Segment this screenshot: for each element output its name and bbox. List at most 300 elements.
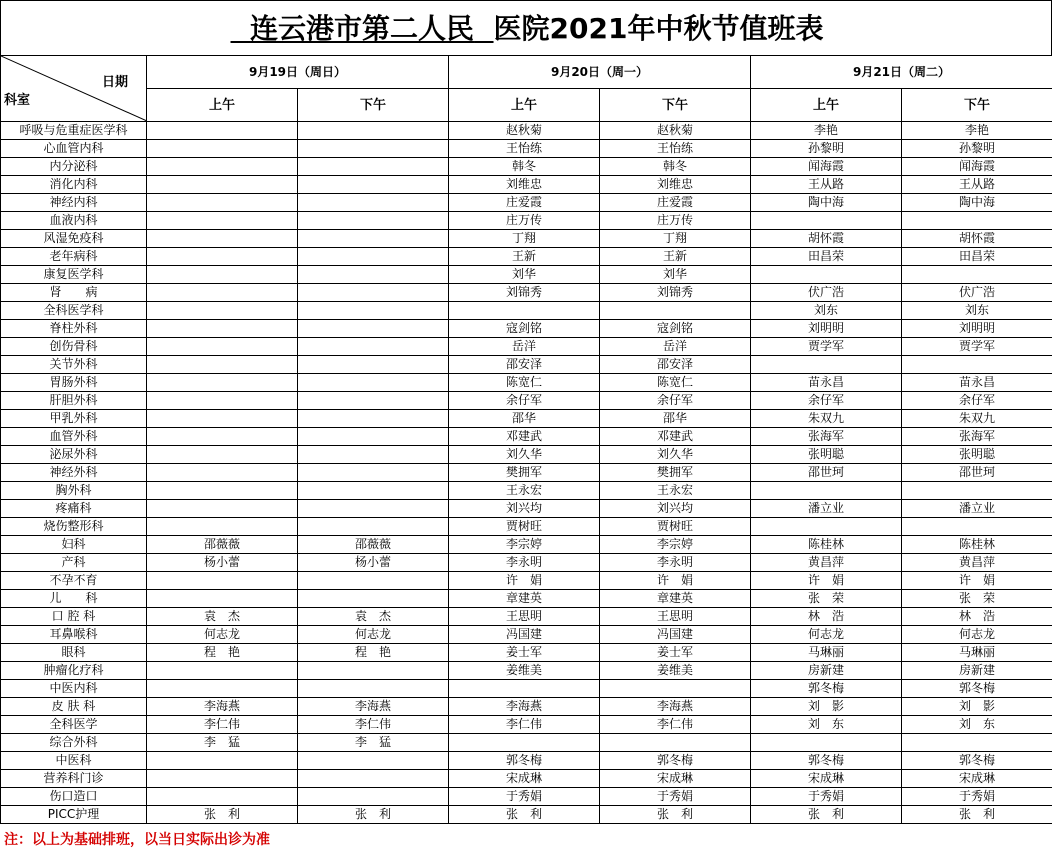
duty-cell (298, 122, 449, 140)
duty-cell (147, 770, 298, 788)
shift-header: 下午 (298, 89, 449, 122)
duty-cell: 许 娟 (902, 572, 1052, 590)
duty-cell: 庄万传 (449, 212, 600, 230)
shift-header-row (1, 89, 1052, 122)
department-cell: 胃肠外科 (1, 374, 147, 392)
duty-cell: 李海燕 (298, 698, 449, 716)
duty-cell: 邓建武 (449, 428, 600, 446)
duty-cell: 刘华 (600, 266, 751, 284)
duty-cell (298, 266, 449, 284)
duty-cell: 朱双九 (902, 410, 1052, 428)
duty-cell: 程 艳 (147, 644, 298, 662)
duty-cell (147, 446, 298, 464)
duty-cell: 黄昌萍 (751, 554, 902, 572)
duty-cell: 樊拥军 (600, 464, 751, 482)
duty-cell (147, 194, 298, 212)
duty-cell: 庄万传 (600, 212, 751, 230)
duty-cell: 王怡练 (449, 140, 600, 158)
duty-cell: 张 利 (298, 806, 449, 824)
department-cell: 全科医学科 (1, 302, 147, 320)
duty-cell: 孙黎明 (751, 140, 902, 158)
duty-cell (298, 284, 449, 302)
duty-cell (298, 428, 449, 446)
duty-cell: 郭冬梅 (902, 680, 1052, 698)
duty-cell (298, 446, 449, 464)
duty-cell: 宋成琳 (600, 770, 751, 788)
duty-cell: 王思明 (449, 608, 600, 626)
duty-cell: 王永宏 (449, 482, 600, 500)
duty-cell: 李宗婷 (600, 536, 751, 554)
duty-cell: 王新 (600, 248, 751, 266)
table-row (1, 338, 1052, 356)
page-title (1, 9, 1052, 49)
department-cell: 不孕不育 (1, 572, 147, 590)
duty-cell (147, 302, 298, 320)
duty-cell (147, 374, 298, 392)
duty-cell: 邵薇薇 (298, 536, 449, 554)
table-row (1, 122, 1052, 140)
shift-header: 上午 (449, 89, 600, 122)
duty-cell: 姜维美 (600, 662, 751, 680)
department-cell: 消化内科 (1, 176, 147, 194)
duty-cell: 邵薇薇 (147, 536, 298, 554)
duty-cell (147, 284, 298, 302)
title-row (0, 0, 1052, 56)
duty-cell: 李海燕 (600, 698, 751, 716)
duty-cell: 赵秋菊 (600, 122, 751, 140)
duty-cell: 王从路 (902, 176, 1052, 194)
duty-cell: 刘 影 (751, 698, 902, 716)
duty-cell: 田昌荣 (751, 248, 902, 266)
table-row (1, 212, 1052, 230)
duty-cell: 潘立业 (751, 500, 902, 518)
duty-cell (147, 590, 298, 608)
duty-cell (751, 266, 902, 284)
duty-cell (600, 680, 751, 698)
department-cell: 妇科 (1, 536, 147, 554)
department-cell: 血管外科 (1, 428, 147, 446)
table-row (1, 644, 1052, 662)
duty-cell: 李海燕 (147, 698, 298, 716)
duty-cell (902, 518, 1052, 536)
duty-cell (449, 302, 600, 320)
duty-cell: 宋成琳 (902, 770, 1052, 788)
duty-cell: 孙黎明 (902, 140, 1052, 158)
duty-cell: 郭冬梅 (751, 752, 902, 770)
table-row (1, 788, 1052, 806)
duty-cell: 张海军 (902, 428, 1052, 446)
duty-cell: 岳洋 (449, 338, 600, 356)
table-row (1, 518, 1052, 536)
duty-cell: 李永明 (449, 554, 600, 572)
duty-cell (298, 770, 449, 788)
duty-cell: 丁翔 (600, 230, 751, 248)
department-cell: 风湿免疫科 (1, 230, 147, 248)
duty-cell: 邵华 (600, 410, 751, 428)
duty-cell: 郭冬梅 (600, 752, 751, 770)
duty-cell (298, 320, 449, 338)
duty-cell (298, 212, 449, 230)
department-cell: 皮 肤 科 (1, 698, 147, 716)
department-cell: 创伤骨科 (1, 338, 147, 356)
duty-cell (147, 356, 298, 374)
duty-cell: 赵秋菊 (449, 122, 600, 140)
duty-cell: 李 猛 (298, 734, 449, 752)
duty-cell: 刘维忠 (449, 176, 600, 194)
table-row (1, 410, 1052, 428)
duty-cell (902, 266, 1052, 284)
duty-cell (298, 230, 449, 248)
date-header: 9月21日（周二） (751, 56, 1052, 89)
duty-cell (147, 158, 298, 176)
table-row (1, 464, 1052, 482)
department-cell: 烧伤整形科 (1, 518, 147, 536)
department-cell: 伤口造口 (1, 788, 147, 806)
department-cell: 中医内科 (1, 680, 147, 698)
duty-cell: 邵安泽 (600, 356, 751, 374)
duty-cell: 郭冬梅 (902, 752, 1052, 770)
duty-cell (298, 194, 449, 212)
duty-cell: 胡怀霞 (902, 230, 1052, 248)
duty-cell: 田昌荣 (902, 248, 1052, 266)
duty-cell: 张 利 (902, 806, 1052, 824)
duty-cell: 李 猛 (147, 734, 298, 752)
title-right: 医院2021年中秋节值班表 (493, 12, 824, 45)
duty-cell: 何志龙 (147, 626, 298, 644)
duty-cell: 岳洋 (600, 338, 751, 356)
duty-cell (902, 482, 1052, 500)
table-row (1, 284, 1052, 302)
department-cell: PICC护理 (1, 806, 147, 824)
duty-cell (298, 176, 449, 194)
duty-cell: 刘明明 (902, 320, 1052, 338)
table-row (1, 266, 1052, 284)
duty-cell (147, 266, 298, 284)
duty-cell (147, 122, 298, 140)
duty-cell: 刘华 (449, 266, 600, 284)
department-cell: 康复医学科 (1, 266, 147, 284)
duty-cell: 樊拥军 (449, 464, 600, 482)
duty-cell: 于秀娟 (449, 788, 600, 806)
duty-cell: 陈宽仁 (600, 374, 751, 392)
duty-cell (298, 158, 449, 176)
duty-cell: 李仁伟 (449, 716, 600, 734)
department-cell: 中医科 (1, 752, 147, 770)
department-cell: 神经内科 (1, 194, 147, 212)
duty-cell: 张明聪 (902, 446, 1052, 464)
table-row (1, 158, 1052, 176)
table-row (1, 662, 1052, 680)
table-row (1, 770, 1052, 788)
duty-cell: 韩冬 (600, 158, 751, 176)
duty-cell: 潘立业 (902, 500, 1052, 518)
duty-cell: 贾树旺 (600, 518, 751, 536)
duty-cell: 郭冬梅 (751, 680, 902, 698)
duty-cell: 何志龙 (751, 626, 902, 644)
duty-cell: 马琳丽 (902, 644, 1052, 662)
duty-cell (751, 518, 902, 536)
department-cell: 甲乳外科 (1, 410, 147, 428)
duty-cell: 于秀娟 (751, 788, 902, 806)
table-row (1, 626, 1052, 644)
table-row (1, 680, 1052, 698)
duty-cell: 杨小蕾 (147, 554, 298, 572)
duty-cell (147, 500, 298, 518)
duty-cell: 闻海霞 (902, 158, 1052, 176)
date-header: 9月20日（周一） (449, 56, 751, 89)
department-cell: 胸外科 (1, 482, 147, 500)
duty-cell: 张 利 (600, 806, 751, 824)
duty-cell (298, 752, 449, 770)
department-cell: 脊柱外科 (1, 320, 147, 338)
duty-cell (298, 518, 449, 536)
duty-cell: 冯国建 (600, 626, 751, 644)
duty-cell: 何志龙 (298, 626, 449, 644)
duty-cell: 寇剑铭 (600, 320, 751, 338)
duty-cell (298, 464, 449, 482)
table-row (1, 374, 1052, 392)
shift-header: 下午 (902, 89, 1052, 122)
duty-cell (147, 230, 298, 248)
duty-cell: 陈桂林 (751, 536, 902, 554)
duty-cell: 章建英 (600, 590, 751, 608)
duty-cell: 刘 东 (902, 716, 1052, 734)
duty-cell (600, 734, 751, 752)
duty-cell (298, 590, 449, 608)
department-cell: 耳鼻喉科 (1, 626, 147, 644)
duty-cell: 李仁伟 (147, 716, 298, 734)
duty-cell: 刘锦秀 (449, 284, 600, 302)
duty-cell: 宋成琳 (449, 770, 600, 788)
table-row (1, 752, 1052, 770)
duty-cell: 陶中海 (902, 194, 1052, 212)
table-row (1, 446, 1052, 464)
duty-cell (751, 356, 902, 374)
duty-cell (298, 500, 449, 518)
duty-cell (449, 680, 600, 698)
table-row (1, 302, 1052, 320)
duty-cell: 苗永昌 (902, 374, 1052, 392)
table-row (1, 716, 1052, 734)
duty-cell: 刘东 (902, 302, 1052, 320)
duty-cell (298, 482, 449, 500)
duty-cell (298, 410, 449, 428)
duty-cell: 伏广浩 (751, 284, 902, 302)
duty-cell (298, 572, 449, 590)
department-cell: 肾 病 (1, 284, 147, 302)
table-row (1, 356, 1052, 374)
duty-cell: 李艳 (751, 122, 902, 140)
duty-cell: 刘兴均 (449, 500, 600, 518)
duty-cell: 黄昌萍 (902, 554, 1052, 572)
duty-cell (147, 662, 298, 680)
duty-cell: 郭冬梅 (449, 752, 600, 770)
duty-cell (449, 734, 600, 752)
duty-cell: 袁 杰 (147, 608, 298, 626)
duty-cell: 张 利 (147, 806, 298, 824)
shift-header: 下午 (600, 89, 751, 122)
duty-cell (147, 338, 298, 356)
department-cell: 肝胆外科 (1, 392, 147, 410)
shift-header: 上午 (751, 89, 902, 122)
duty-cell (147, 248, 298, 266)
department-cell: 内分泌科 (1, 158, 147, 176)
table-row (1, 230, 1052, 248)
duty-cell: 袁 杰 (298, 608, 449, 626)
duty-cell (147, 788, 298, 806)
shift-header: 上午 (147, 89, 298, 122)
duty-cell: 贾树旺 (449, 518, 600, 536)
table-row (1, 608, 1052, 626)
duty-cell: 陶中海 (751, 194, 902, 212)
duty-cell: 陈桂林 (902, 536, 1052, 554)
duty-cell (147, 482, 298, 500)
date-header: 9月19日（周日） (147, 56, 449, 89)
title-left: 连云港市第二人民 (250, 12, 475, 45)
duty-cell: 李宗婷 (449, 536, 600, 554)
duty-cell: 朱双九 (751, 410, 902, 428)
duty-cell: 刘 东 (751, 716, 902, 734)
duty-cell (147, 680, 298, 698)
duty-cell: 余仔军 (902, 392, 1052, 410)
duty-cell: 林 浩 (902, 608, 1052, 626)
duty-cell (298, 374, 449, 392)
duty-cell: 邓建武 (600, 428, 751, 446)
table-row (1, 572, 1052, 590)
corner-date-label: 日期 (101, 75, 128, 90)
duty-cell: 贾学军 (751, 338, 902, 356)
department-cell: 关节外科 (1, 356, 147, 374)
department-cell: 全科医学 (1, 716, 147, 734)
duty-cell: 贾学军 (902, 338, 1052, 356)
duty-cell: 姜士军 (449, 644, 600, 662)
duty-cell (298, 356, 449, 374)
duty-cell: 张海军 (751, 428, 902, 446)
duty-cell: 刘 影 (902, 698, 1052, 716)
duty-cell: 闻海霞 (751, 158, 902, 176)
duty-cell: 庄爱霞 (600, 194, 751, 212)
duty-cell: 张 荣 (751, 590, 902, 608)
duty-cell: 王新 (449, 248, 600, 266)
footnote: 注：以上为基础排班，以当日实际出诊为准 (4, 832, 270, 848)
table-row (1, 806, 1052, 824)
duty-cell: 李永明 (600, 554, 751, 572)
duty-cell: 刘久华 (600, 446, 751, 464)
duty-cell: 余仔军 (751, 392, 902, 410)
duty-cell: 伏广浩 (902, 284, 1052, 302)
table-row (1, 536, 1052, 554)
duty-cell: 杨小蕾 (298, 554, 449, 572)
duty-cell (298, 338, 449, 356)
duty-cell (902, 734, 1052, 752)
duty-cell (147, 140, 298, 158)
duty-cell (751, 482, 902, 500)
duty-cell: 余仔军 (449, 392, 600, 410)
duty-cell: 丁翔 (449, 230, 600, 248)
duty-cell: 庄爱霞 (449, 194, 600, 212)
duty-cell (298, 302, 449, 320)
duty-cell (147, 464, 298, 482)
duty-cell: 王从路 (751, 176, 902, 194)
department-cell: 儿 科 (1, 590, 147, 608)
corner-cell (1, 56, 147, 122)
duty-cell (751, 212, 902, 230)
duty-cell: 寇剑铭 (449, 320, 600, 338)
department-cell: 神经外科 (1, 464, 147, 482)
table-row (1, 428, 1052, 446)
department-cell: 心血管内科 (1, 140, 147, 158)
duty-cell: 张 荣 (902, 590, 1052, 608)
duty-cell: 冯国建 (449, 626, 600, 644)
table-row (1, 500, 1052, 518)
duty-cell: 李艳 (902, 122, 1052, 140)
duty-cell: 林 浩 (751, 608, 902, 626)
duty-cell (298, 140, 449, 158)
duty-cell: 姜士军 (600, 644, 751, 662)
duty-cell (147, 428, 298, 446)
duty-cell: 宋成琳 (751, 770, 902, 788)
table-row (1, 392, 1052, 410)
corner-dept-label: 科室 (4, 93, 31, 108)
duty-cell (147, 320, 298, 338)
department-cell: 口 腔 科 (1, 608, 147, 626)
duty-cell (600, 302, 751, 320)
department-cell: 老年病科 (1, 248, 147, 266)
duty-cell: 于秀娟 (902, 788, 1052, 806)
duty-cell: 马琳丽 (751, 644, 902, 662)
duty-cell (147, 410, 298, 428)
duty-cell: 许 娟 (449, 572, 600, 590)
table-row (1, 248, 1052, 266)
duty-cell (147, 572, 298, 590)
department-cell: 呼吸与危重症医学科 (1, 122, 147, 140)
duty-cell (902, 212, 1052, 230)
department-cell: 营养科门诊 (1, 770, 147, 788)
duty-cell: 张明聪 (751, 446, 902, 464)
duty-cell: 许 娟 (751, 572, 902, 590)
duty-cell: 刘东 (751, 302, 902, 320)
duty-cell: 余仔军 (600, 392, 751, 410)
duty-cell: 李海燕 (449, 698, 600, 716)
roster-table (0, 55, 1052, 824)
duty-cell: 邵世珂 (902, 464, 1052, 482)
table-row (1, 590, 1052, 608)
department-cell: 眼科 (1, 644, 147, 662)
duty-cell (147, 518, 298, 536)
table-row (1, 734, 1052, 752)
duty-cell: 胡怀霞 (751, 230, 902, 248)
date-header-row (1, 56, 1052, 89)
duty-cell: 王永宏 (600, 482, 751, 500)
duty-cell: 房新建 (902, 662, 1052, 680)
duty-cell: 许 娟 (600, 572, 751, 590)
duty-cell (298, 392, 449, 410)
table-row (1, 554, 1052, 572)
duty-cell (298, 248, 449, 266)
duty-cell: 苗永昌 (751, 374, 902, 392)
duty-cell (298, 788, 449, 806)
department-cell: 泌尿外科 (1, 446, 147, 464)
table-row (1, 194, 1052, 212)
duty-cell: 刘兴均 (600, 500, 751, 518)
duty-cell: 于秀娟 (600, 788, 751, 806)
table-row (1, 698, 1052, 716)
duty-cell (147, 176, 298, 194)
duty-cell: 邵华 (449, 410, 600, 428)
duty-cell (298, 662, 449, 680)
duty-cell: 刘明明 (751, 320, 902, 338)
duty-cell: 王怡练 (600, 140, 751, 158)
